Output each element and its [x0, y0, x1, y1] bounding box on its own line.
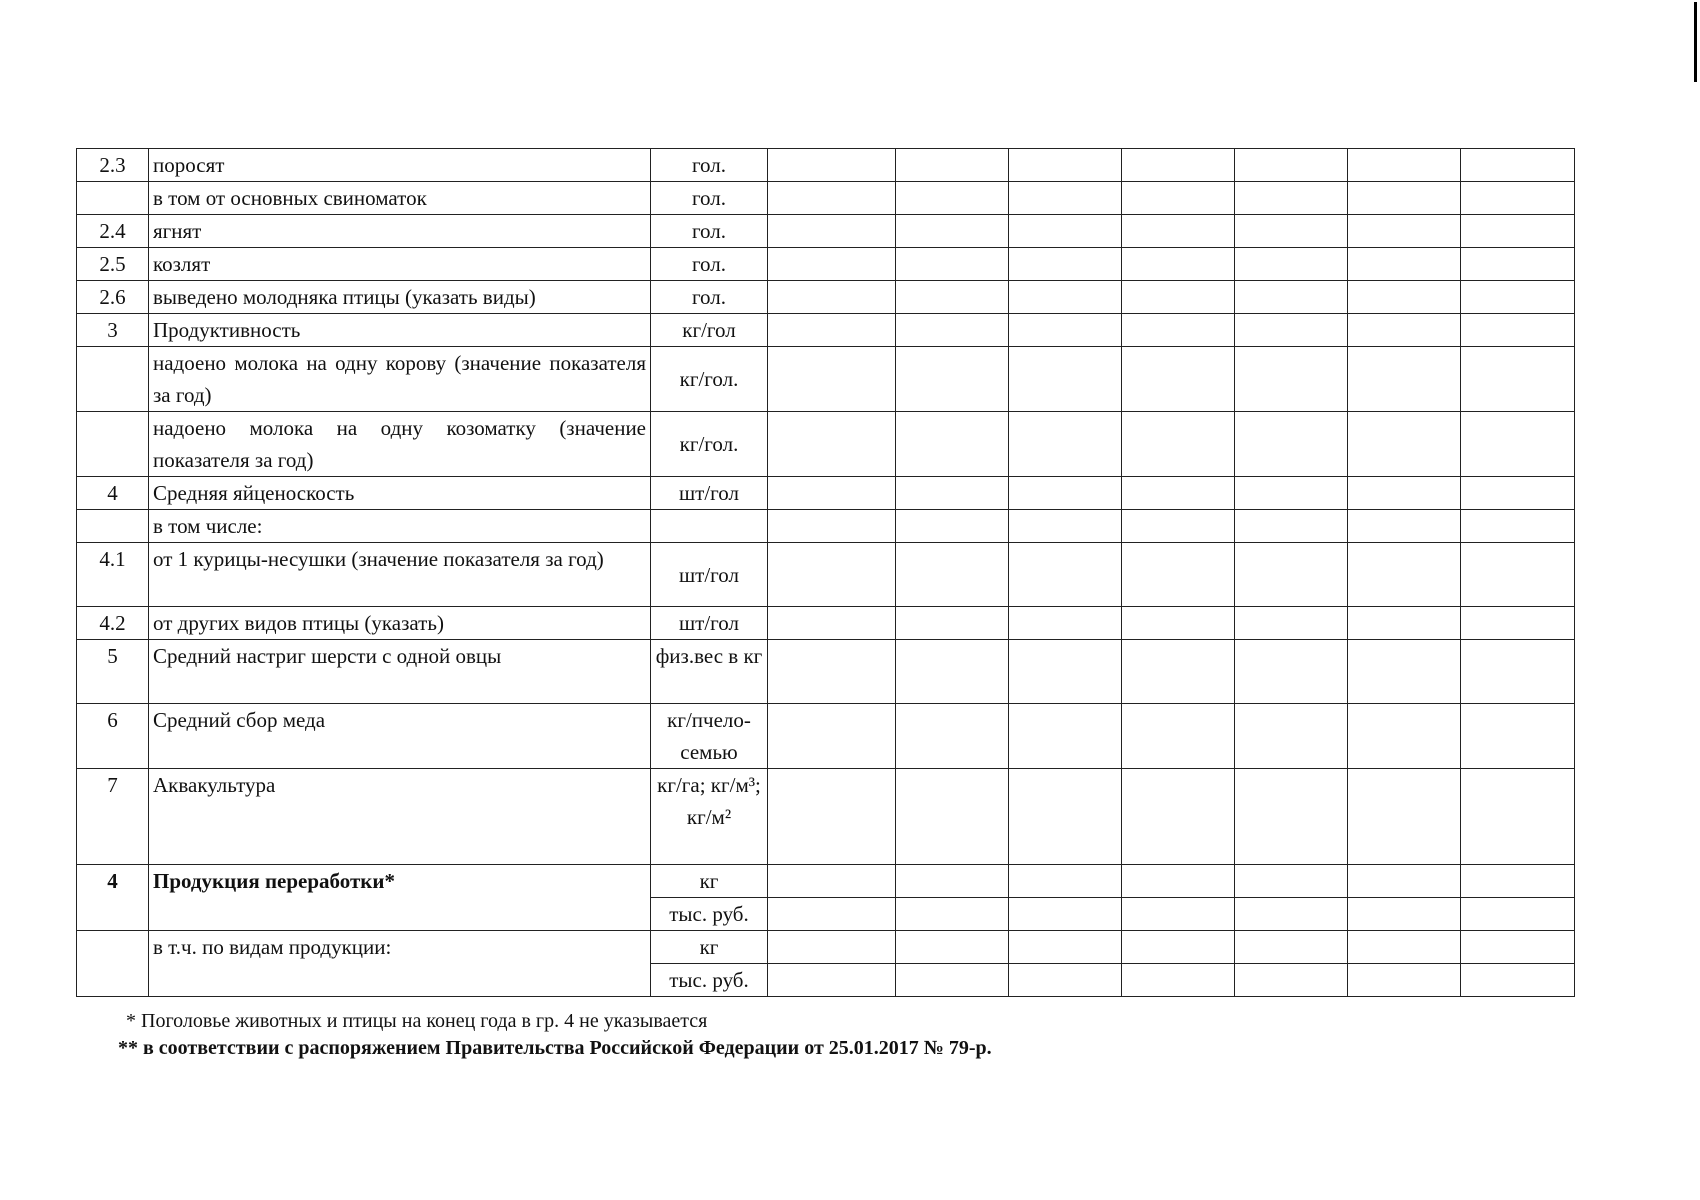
data-cell[interactable]: [1009, 510, 1122, 543]
data-cell[interactable]: [1122, 477, 1235, 510]
data-cell[interactable]: [1348, 640, 1461, 704]
row-name: в том от основных свиноматок: [149, 182, 651, 215]
data-cell[interactable]: [1009, 769, 1122, 865]
data-cell[interactable]: [1235, 865, 1348, 898]
data-cell[interactable]: [1348, 182, 1461, 215]
data-cell[interactable]: [1009, 347, 1122, 412]
data-cell[interactable]: [1348, 769, 1461, 865]
row-number: 2.6: [77, 281, 149, 314]
data-cell[interactable]: [1348, 248, 1461, 281]
data-cell[interactable]: [1461, 510, 1575, 543]
data-cell[interactable]: [896, 931, 1009, 964]
data-cell[interactable]: [1235, 314, 1348, 347]
data-cell[interactable]: [768, 964, 896, 997]
data-cell[interactable]: [896, 215, 1009, 248]
data-cell[interactable]: [896, 149, 1009, 182]
data-cell[interactable]: [896, 182, 1009, 215]
data-cell[interactable]: [1461, 898, 1575, 931]
data-cell[interactable]: [1009, 964, 1122, 997]
row-number: [77, 182, 149, 215]
row-name: поросят: [149, 149, 651, 182]
table-row: [77, 543, 1575, 607]
data-cell[interactable]: [1461, 543, 1575, 607]
data-cell[interactable]: [1235, 769, 1348, 865]
row-number: 6: [77, 704, 149, 769]
data-cell[interactable]: [768, 769, 896, 865]
data-cell[interactable]: [1009, 898, 1122, 931]
data-cell[interactable]: [1348, 215, 1461, 248]
data-cell[interactable]: [1461, 704, 1575, 769]
data-cell[interactable]: [896, 640, 1009, 704]
data-cell[interactable]: [896, 607, 1009, 640]
row-number: [77, 347, 149, 412]
data-cell[interactable]: [1122, 149, 1235, 182]
data-cell[interactable]: [1235, 281, 1348, 314]
row-number: 4.1: [77, 543, 149, 607]
row-unit: шт/гол: [651, 477, 768, 510]
data-cell[interactable]: [768, 543, 896, 607]
row-unit: гол.: [651, 182, 768, 215]
row-name: Средняя яйценоскость: [149, 477, 651, 510]
row-unit: кг/гол.: [651, 412, 768, 477]
data-cell[interactable]: [896, 964, 1009, 997]
data-cell[interactable]: [1122, 640, 1235, 704]
data-cell[interactable]: [1009, 412, 1122, 477]
data-cell[interactable]: [896, 704, 1009, 769]
data-cell[interactable]: [1348, 149, 1461, 182]
data-cell[interactable]: [1235, 704, 1348, 769]
page-edge-mark: [1694, 2, 1697, 82]
data-cell[interactable]: [1122, 898, 1235, 931]
row-unit: гол.: [651, 149, 768, 182]
data-cell[interactable]: [896, 510, 1009, 543]
table-row: [77, 215, 1575, 248]
row-number: 2.5: [77, 248, 149, 281]
row-number: [77, 412, 149, 477]
data-cell[interactable]: [1122, 215, 1235, 248]
data-cell[interactable]: [768, 640, 896, 704]
data-cell[interactable]: [1235, 931, 1348, 964]
data-cell[interactable]: [768, 865, 896, 898]
data-cell[interactable]: [1009, 640, 1122, 704]
row-name: выведено молодняка птицы (указать виды): [149, 281, 651, 314]
row-name: Средний сбор меда: [149, 704, 651, 769]
data-cell[interactable]: [1009, 281, 1122, 314]
data-cell[interactable]: [1461, 248, 1575, 281]
data-cell[interactable]: [1009, 215, 1122, 248]
row-name: от других видов птицы (указать): [149, 607, 651, 640]
data-cell[interactable]: [1348, 931, 1461, 964]
table-row: [77, 865, 1575, 898]
data-cell[interactable]: [1122, 248, 1235, 281]
data-cell[interactable]: [768, 281, 896, 314]
row-number: 4: [77, 865, 149, 931]
data-cell[interactable]: [896, 543, 1009, 607]
row-unit: кг/пчело-семью: [651, 704, 768, 769]
row-unit-weight: кг: [651, 865, 768, 898]
data-cell[interactable]: [1235, 640, 1348, 704]
data-cell[interactable]: [1235, 149, 1348, 182]
data-cell[interactable]: [1122, 865, 1235, 898]
row-unit: шт/гол: [651, 607, 768, 640]
data-cell[interactable]: [1235, 607, 1348, 640]
table-row: [77, 477, 1575, 510]
row-unit: [651, 510, 768, 543]
row-name: козлят: [149, 248, 651, 281]
data-cell[interactable]: [1235, 182, 1348, 215]
data-cell[interactable]: [1235, 543, 1348, 607]
data-cell[interactable]: [768, 314, 896, 347]
data-cell[interactable]: [1348, 607, 1461, 640]
data-cell[interactable]: [768, 215, 896, 248]
data-cell[interactable]: [896, 769, 1009, 865]
data-cell[interactable]: [1235, 477, 1348, 510]
row-unit-weight: кг: [651, 931, 768, 964]
data-cell[interactable]: [1461, 607, 1575, 640]
row-unit: кг/гол.: [651, 347, 768, 412]
data-cell[interactable]: [1235, 412, 1348, 477]
data-cell[interactable]: [1009, 149, 1122, 182]
row-name: надоено молока на одну корову (значение показателя за год): [149, 347, 651, 412]
data-cell[interactable]: [1348, 477, 1461, 510]
table-row: [77, 281, 1575, 314]
data-cell[interactable]: [1009, 248, 1122, 281]
table-row: [77, 769, 1575, 865]
data-cell[interactable]: [768, 931, 896, 964]
row-name: Продуктивность: [149, 314, 651, 347]
data-cell[interactable]: [1461, 640, 1575, 704]
table-row: [77, 314, 1575, 347]
data-cell[interactable]: [768, 182, 896, 215]
row-name: Продукция переработки*: [149, 865, 651, 931]
row-name: Аквакультура: [149, 769, 651, 865]
data-cell[interactable]: [1461, 281, 1575, 314]
row-unit: гол.: [651, 248, 768, 281]
data-cell[interactable]: [1122, 964, 1235, 997]
data-cell[interactable]: [896, 347, 1009, 412]
row-number: [77, 510, 149, 543]
table-row: [77, 149, 1575, 182]
data-cell[interactable]: [1348, 510, 1461, 543]
data-cell[interactable]: [1348, 347, 1461, 412]
footnotes: [118, 1008, 992, 1062]
data-cell[interactable]: [896, 248, 1009, 281]
row-name: от 1 курицы-несушки (значение показателя за год): [149, 543, 651, 607]
data-cell[interactable]: [768, 347, 896, 412]
table-row: [77, 412, 1575, 477]
row-unit: кг/гол: [651, 314, 768, 347]
table-row: [77, 704, 1575, 769]
data-cell[interactable]: [1122, 182, 1235, 215]
indicators-table: [76, 148, 1575, 997]
row-number: 2.3: [77, 149, 149, 182]
data-cell[interactable]: [1235, 510, 1348, 543]
data-cell[interactable]: [1122, 510, 1235, 543]
row-number: 3: [77, 314, 149, 347]
data-cell[interactable]: [768, 510, 896, 543]
data-cell[interactable]: [1122, 607, 1235, 640]
data-cell[interactable]: [1348, 412, 1461, 477]
data-cell[interactable]: [1348, 898, 1461, 931]
data-cell[interactable]: [896, 314, 1009, 347]
table-row: [77, 248, 1575, 281]
row-number: 4: [77, 477, 149, 510]
data-cell[interactable]: [768, 477, 896, 510]
data-cell[interactable]: [1009, 865, 1122, 898]
data-cell[interactable]: [1461, 477, 1575, 510]
row-unit: физ.вес в кг: [651, 640, 768, 704]
data-cell[interactable]: [1122, 704, 1235, 769]
data-cell[interactable]: [1348, 543, 1461, 607]
data-cell[interactable]: [1461, 865, 1575, 898]
data-cell[interactable]: [896, 898, 1009, 931]
data-cell[interactable]: [1122, 412, 1235, 477]
data-cell[interactable]: [1348, 281, 1461, 314]
data-cell[interactable]: [1122, 931, 1235, 964]
row-number: [77, 931, 149, 997]
row-name: Средний настриг шерсти с одной овцы: [149, 640, 651, 704]
data-cell[interactable]: [1009, 704, 1122, 769]
table-row: [77, 607, 1575, 640]
data-cell[interactable]: [1235, 215, 1348, 248]
data-cell[interactable]: [896, 281, 1009, 314]
data-cell[interactable]: [1348, 964, 1461, 997]
data-cell[interactable]: [1235, 964, 1348, 997]
row-number: 4.2: [77, 607, 149, 640]
data-cell[interactable]: [1461, 215, 1575, 248]
data-cell[interactable]: [1009, 543, 1122, 607]
table-row: [77, 931, 1575, 964]
data-cell[interactable]: [1461, 769, 1575, 865]
row-name: в том числе:: [149, 510, 651, 543]
row-unit-value: тыс. руб.: [651, 964, 768, 997]
data-cell[interactable]: [1348, 314, 1461, 347]
data-cell[interactable]: [1461, 182, 1575, 215]
row-number: 2.4: [77, 215, 149, 248]
row-name: надоено молока на одну козоматку (значение показателя за год): [149, 412, 651, 477]
data-cell[interactable]: [1122, 543, 1235, 607]
data-cell[interactable]: [768, 704, 896, 769]
row-name: ягнят: [149, 215, 651, 248]
footnote-livestock: * Поголовье животных и птицы на конец года в гр. 4 не указывается: [126, 1010, 708, 1032]
data-cell[interactable]: [896, 477, 1009, 510]
row-unit: кг/га; кг/м³; кг/м²: [651, 769, 768, 865]
data-cell[interactable]: [896, 865, 1009, 898]
table-row: [77, 182, 1575, 215]
data-cell[interactable]: [1348, 865, 1461, 898]
data-cell[interactable]: [1122, 314, 1235, 347]
data-cell[interactable]: [1122, 281, 1235, 314]
data-cell[interactable]: [1461, 931, 1575, 964]
data-cell[interactable]: [768, 607, 896, 640]
table-row: [77, 347, 1575, 412]
data-cell[interactable]: [1461, 964, 1575, 997]
data-cell[interactable]: [768, 248, 896, 281]
data-cell[interactable]: [1461, 347, 1575, 412]
data-cell[interactable]: [896, 412, 1009, 477]
row-name: в т.ч. по видам продукции:: [149, 931, 651, 997]
row-number: 5: [77, 640, 149, 704]
row-unit: гол.: [651, 281, 768, 314]
row-unit-value: тыс. руб.: [651, 898, 768, 931]
data-cell[interactable]: [1235, 248, 1348, 281]
row-number: 7: [77, 769, 149, 865]
data-cell[interactable]: [1009, 477, 1122, 510]
row-unit: гол.: [651, 215, 768, 248]
data-cell[interactable]: [1235, 898, 1348, 931]
data-cell[interactable]: [1122, 769, 1235, 865]
footnote-government-order: ** в соответствии с распоряжением Правительства Российской Федерации от 25.01.2017 № 79-р.: [118, 1037, 992, 1059]
data-cell[interactable]: [1348, 704, 1461, 769]
row-unit: шт/гол: [651, 543, 768, 607]
data-cell[interactable]: [1461, 149, 1575, 182]
data-cell[interactable]: [1009, 182, 1122, 215]
data-cell[interactable]: [1235, 347, 1348, 412]
data-cell[interactable]: [1461, 412, 1575, 477]
data-cell[interactable]: [1122, 347, 1235, 412]
data-cell[interactable]: [1009, 931, 1122, 964]
data-cell[interactable]: [1461, 314, 1575, 347]
data-cell[interactable]: [768, 898, 896, 931]
table-row: [77, 510, 1575, 543]
data-cell[interactable]: [1009, 314, 1122, 347]
table-row: [77, 640, 1575, 704]
data-cell[interactable]: [768, 149, 896, 182]
data-cell[interactable]: [768, 412, 896, 477]
data-cell[interactable]: [1009, 607, 1122, 640]
